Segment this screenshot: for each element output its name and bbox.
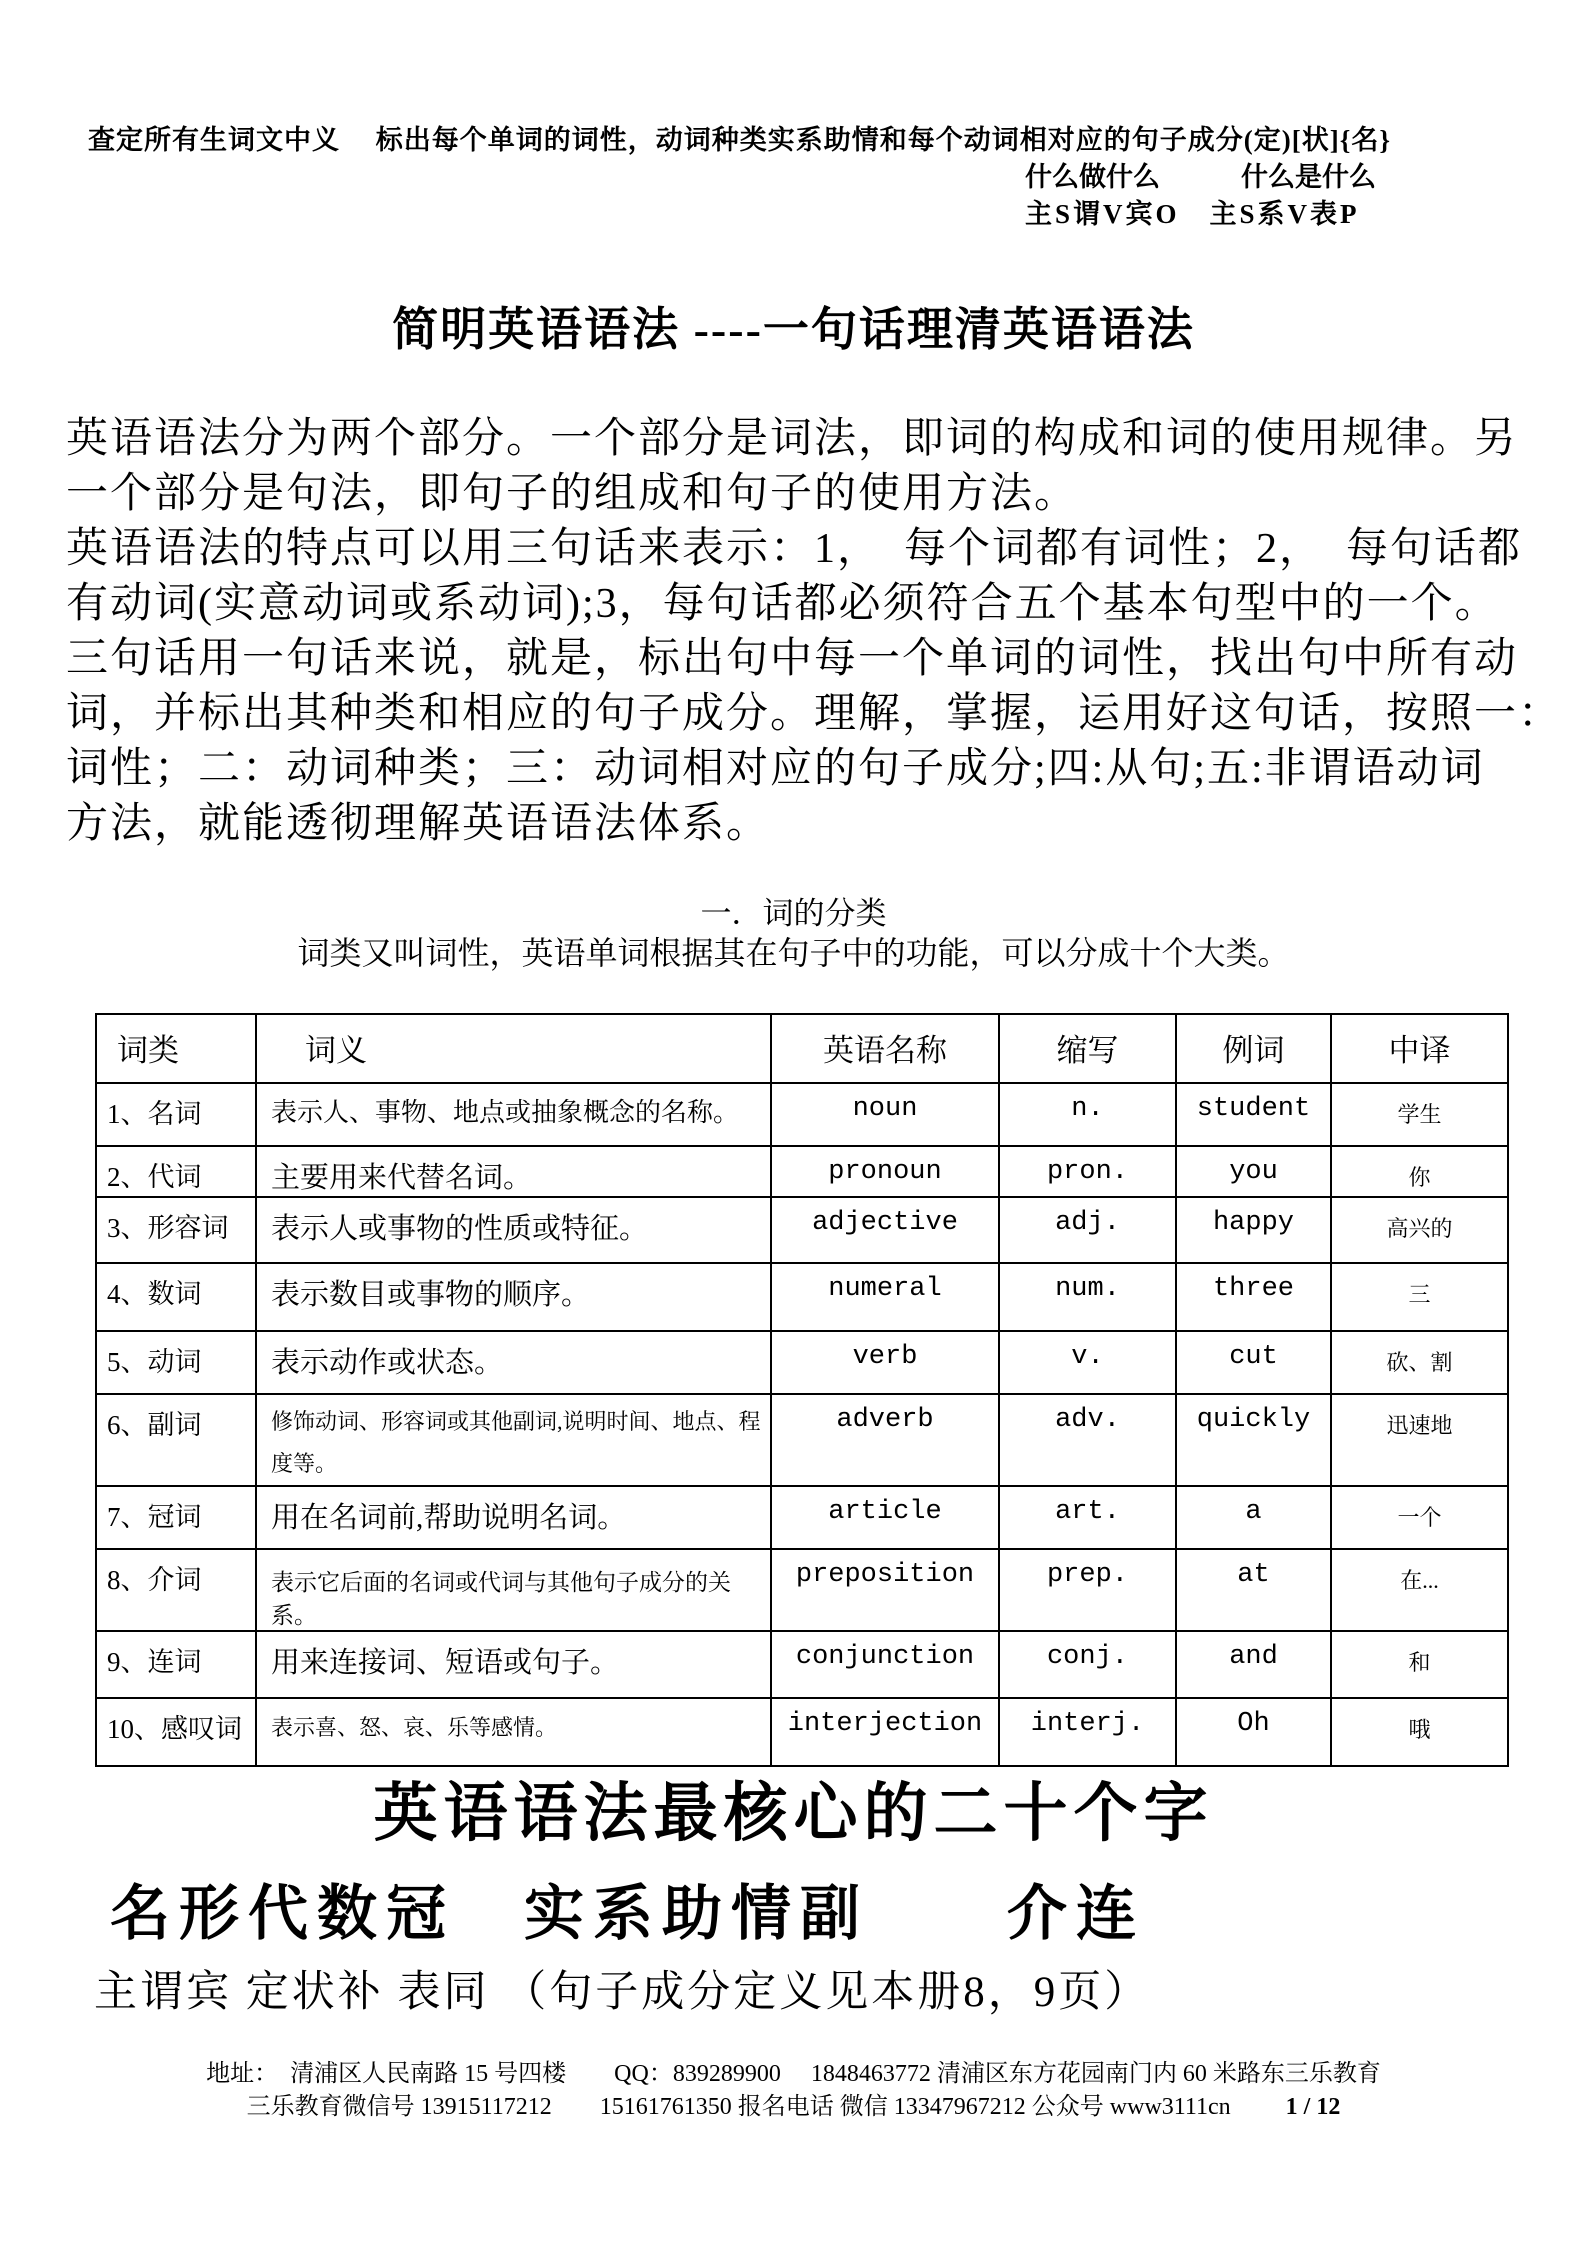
table-cell: 7、冠词 bbox=[96, 1486, 256, 1549]
table-row bbox=[96, 1486, 1508, 1549]
table-cell: 表示人或事物的性质或特征。 bbox=[256, 1197, 771, 1263]
table-cell: 表示数目或事物的顺序。 bbox=[256, 1263, 771, 1331]
header-note-gap bbox=[1160, 162, 1241, 192]
table-cell: happy bbox=[1176, 1197, 1331, 1263]
table-cell: adv. bbox=[999, 1394, 1176, 1486]
header-note-svp: 主S系V表P bbox=[1209, 199, 1360, 229]
table-cell: pron. bbox=[999, 1146, 1176, 1197]
table-row bbox=[96, 1331, 1508, 1394]
table-cell: numeral bbox=[771, 1263, 999, 1331]
table-cell: 6、副词 bbox=[96, 1394, 256, 1486]
page-title: 简明英语语法 ----一句话理清英语语法 bbox=[392, 304, 1195, 355]
table-cell: 和 bbox=[1331, 1631, 1508, 1698]
table-cell: adverb bbox=[771, 1394, 999, 1486]
table-cell: num. bbox=[999, 1263, 1176, 1331]
table-cell: 用来连接词、短语或句子。 bbox=[256, 1631, 771, 1698]
table-cell: cut bbox=[1176, 1331, 1331, 1394]
footer-address-line: 地址： 清浦区人民南路 15 号四楼 QQ：839289900 1848463772 清浦区东方花园南门内 60 米路东三乐教育 bbox=[206, 2061, 1381, 2087]
table-cell: 砍、割 bbox=[1331, 1331, 1508, 1394]
table-cell: 8、介词 bbox=[96, 1549, 256, 1631]
table-cell: v. bbox=[999, 1331, 1176, 1394]
table-cell: and bbox=[1176, 1631, 1331, 1698]
table-cell: interj. bbox=[999, 1698, 1176, 1766]
footer-contacts-line bbox=[0, 2091, 1587, 2124]
header-note-line3 bbox=[1025, 192, 1360, 231]
table-cell: verb bbox=[771, 1331, 999, 1394]
table-cell: 3、形容词 bbox=[96, 1197, 256, 1263]
table-cell: 你 bbox=[1331, 1146, 1508, 1197]
table-row bbox=[96, 1146, 1508, 1197]
table-cell: student bbox=[1176, 1083, 1331, 1146]
table-cell: interjection bbox=[771, 1698, 999, 1766]
table-cell: 1、名词 bbox=[96, 1083, 256, 1146]
page-footer bbox=[0, 2058, 1587, 2124]
header-note-do-what: 什么做什么 bbox=[1025, 162, 1160, 192]
paragraph-line: 英语语法的特点可以用三句话来表示：1， 每个词都有词性；2， 每句话都 bbox=[66, 526, 1523, 572]
table-body bbox=[96, 1083, 1508, 1766]
table-cell: at bbox=[1176, 1549, 1331, 1631]
table-cell: 表示喜、怒、哀、乐等感情。 bbox=[256, 1698, 771, 1766]
header-note-line1: 查定所有生词文中义 标出每个单词的词性，动词种类实系助情和每个动词相对应的句子成分(定)[状]{名} bbox=[88, 125, 1391, 155]
page-number: 1 / 12 bbox=[1285, 2094, 1341, 2120]
table-cell: 4、数词 bbox=[96, 1263, 256, 1331]
parts-of-speech-table bbox=[95, 1013, 1509, 1767]
table-cell: 10、感叹词 bbox=[96, 1698, 256, 1766]
table-cell: 哦 bbox=[1331, 1698, 1508, 1766]
table-cell: prep. bbox=[999, 1549, 1176, 1631]
paragraph-line: 词性；二：动词种类；三：动词相对应的句子成分;四:从句;五:非谓语动词 bbox=[66, 746, 1485, 792]
table-header-cell: 例词 bbox=[1176, 1014, 1331, 1083]
header-note-svo: 主S谓V宾O bbox=[1025, 199, 1180, 229]
table-cell: article bbox=[771, 1486, 999, 1549]
table-row bbox=[96, 1197, 1508, 1263]
table-header-cell: 缩写 bbox=[999, 1014, 1176, 1083]
table-row bbox=[96, 1631, 1508, 1698]
table-cell: quickly bbox=[1176, 1394, 1331, 1486]
table-header-cell: 英语名称 bbox=[771, 1014, 999, 1083]
table-cell: 高兴的 bbox=[1331, 1197, 1508, 1263]
core-sentence-components-line: 主谓宾 定状补 表同 （句子成分定义见本册8，9页） bbox=[94, 1969, 1151, 2016]
table-cell: 表示人、事物、地点或抽象概念的名称。 bbox=[256, 1083, 771, 1146]
paragraph-line: 方法，就能透彻理解英语语法体系。 bbox=[66, 801, 771, 847]
table-cell: 用在名词前,帮助说明名词。 bbox=[256, 1486, 771, 1549]
table-row bbox=[96, 1698, 1508, 1766]
header-note-line2 bbox=[1025, 155, 1376, 194]
paragraph-line: 词，并标出其种类和相应的句子成分。理解，掌握，运用好这句话，按照一： bbox=[66, 691, 1563, 737]
table-cell: 一个 bbox=[1331, 1486, 1508, 1549]
table-cell: noun bbox=[771, 1083, 999, 1146]
table-cell: 迅速地 bbox=[1331, 1394, 1508, 1486]
table-cell: art. bbox=[999, 1486, 1176, 1549]
paragraph-line: 英语语法分为两个部分。一个部分是词法，即词的构成和词的使用规律。另 bbox=[66, 416, 1519, 462]
table-cell: adjective bbox=[771, 1197, 999, 1263]
header-note-be-what: 什么是什么 bbox=[1241, 162, 1376, 192]
table-header-row bbox=[96, 1014, 1508, 1083]
table-header-cell: 中译 bbox=[1331, 1014, 1508, 1083]
table-cell: 修饰动词、形容词或其他副词,说明时间、地点、程度等。 bbox=[256, 1394, 771, 1486]
table-row bbox=[96, 1083, 1508, 1146]
table-row bbox=[96, 1549, 1508, 1631]
paragraph-line: 三句话用一句话来说，就是，标出句中每一个单词的词性，找出句中所有动 bbox=[66, 636, 1519, 682]
table-cell: a bbox=[1176, 1486, 1331, 1549]
core-twenty-words-heading: 英语语法最核心的二十个字 bbox=[373, 1778, 1214, 1849]
paragraph-line: 有动词(实意动词或系动词);3，每句话都必须符合五个基本句型中的一个。 bbox=[66, 581, 1499, 627]
table-cell: 表示动作或状态。 bbox=[256, 1331, 771, 1394]
table-cell: Oh bbox=[1176, 1698, 1331, 1766]
table-cell: 三 bbox=[1331, 1263, 1508, 1331]
table-cell: 在... bbox=[1331, 1549, 1508, 1631]
table-cell: 5、动词 bbox=[96, 1331, 256, 1394]
table-row bbox=[96, 1394, 1508, 1486]
table-cell: adj. bbox=[999, 1197, 1176, 1263]
table-cell: conj. bbox=[999, 1631, 1176, 1698]
section-subtitle: 词类又叫词性，英语单词根据其在句子中的功能，可以分成十个大类。 bbox=[297, 935, 1290, 971]
table-cell: conjunction bbox=[771, 1631, 999, 1698]
table-cell: three bbox=[1176, 1263, 1331, 1331]
table-cell: 学生 bbox=[1331, 1083, 1508, 1146]
header-note-gap2 bbox=[1180, 199, 1210, 229]
section-heading: 一．词的分类 bbox=[700, 896, 887, 931]
table-cell: 9、连词 bbox=[96, 1631, 256, 1698]
footer-contacts-text: 三乐教育微信号 13915117212 15161761350 报名电话 微信 13347967212 公众号 www3111cn bbox=[246, 2094, 1231, 2120]
table-cell: you bbox=[1176, 1146, 1331, 1197]
table-cell: preposition bbox=[771, 1549, 999, 1631]
table-row bbox=[96, 1263, 1508, 1331]
table-header-cell: 词类 bbox=[96, 1014, 256, 1083]
table-header bbox=[96, 1014, 1508, 1083]
table-header-cell: 词义 bbox=[256, 1014, 771, 1083]
paragraph-line: 一个部分是句法，即句子的组成和句子的使用方法。 bbox=[66, 471, 1079, 517]
intro-paragraph bbox=[66, 412, 1563, 852]
table-cell: 表示它后面的名词或代词与其他句子成分的关系。 bbox=[256, 1549, 771, 1631]
core-word-classes-line: 名形代数冠 实系助情副 介连 bbox=[110, 1881, 1145, 1947]
table-cell: 2、代词 bbox=[96, 1146, 256, 1197]
table-cell: pronoun bbox=[771, 1146, 999, 1197]
table-cell: 主要用来代替名词。 bbox=[256, 1146, 771, 1197]
table-cell: n. bbox=[999, 1083, 1176, 1146]
